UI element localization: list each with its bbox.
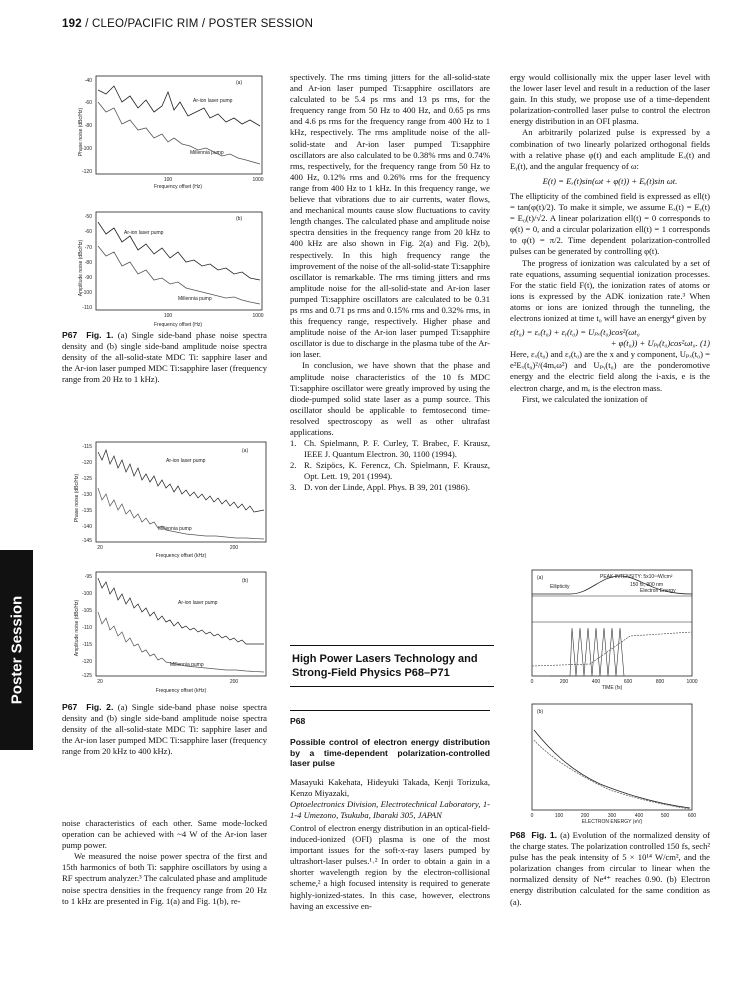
xtick: 200 <box>580 813 590 819</box>
reference-item: 1. Ch. Spielmann, P. F. Curley, T. Brabec, F. Krausz, IEEE J. Quantum Electron. 30, 1100 (1994). <box>290 438 490 460</box>
xtick: 1000 <box>252 177 264 183</box>
ytick: -80 <box>84 260 92 266</box>
ytick: -100 <box>81 290 92 296</box>
section-heading <box>290 645 494 687</box>
xtick: 400 <box>591 679 601 685</box>
xtick: 1000 <box>686 679 698 685</box>
col1-body <box>62 818 267 907</box>
ytick: -115 <box>82 444 92 450</box>
xtick: 500 <box>660 813 670 819</box>
paragraph: In conclusion, we have shown that the phase and amplitude noise characteristics of the 10 fs MDC Ti:sapphire oscillator were greatly improved by using the diode-pumped solid state laser as a pump source. This oscillator should be applicable to femtosecond time-resolved spectroscopy as well as other ultrafast applications. <box>290 360 490 437</box>
side-tab-label: Poster Session <box>8 595 25 705</box>
ytick: -120 <box>81 460 92 466</box>
curve-label: Ar-ion laser pump <box>166 458 206 464</box>
curve-label: Ar-ion laser pump <box>178 600 218 606</box>
ytick: -135 <box>81 508 92 514</box>
annotation: PEAK INTENSITY: 5x10¹⁴W/cm² <box>600 574 673 580</box>
xlabel: Frequency offset (Hz) <box>154 322 202 328</box>
curve-label: Millennia pump <box>178 296 212 302</box>
running-title: CLEO/PACIFIC RIM / POSTER SESSION <box>92 18 314 30</box>
panel-label: (a) <box>537 575 544 581</box>
xtick: 1000 <box>252 313 264 319</box>
ytick: -125 <box>81 673 92 679</box>
ylabel: Phase noise (dBc/Hz) <box>78 107 84 157</box>
caption-label: P67 <box>62 702 78 712</box>
xtick: 20 <box>97 679 103 685</box>
panel-label: (a) <box>242 448 249 454</box>
panel-label: (b) <box>537 709 544 715</box>
paper-title: Possible control of electron energy distribution by a time-dependent polarization-controlled laser pulse <box>290 737 490 769</box>
xtick: 0 <box>530 679 534 685</box>
paragraph: We measured the noise power spectra of the first and 15th harmonics of both Ti: sapphire oscillators by using a RF spectrum analyzer.³ The calculated phase and amplitude noise spectra densities in the frequency range from 20 Hz to 1 kHz are presented in Fig. 1(a) and Fig. 1(b), re- <box>62 851 267 906</box>
charge-state-curves <box>550 628 624 676</box>
curve-label: Millennia pump <box>170 662 204 668</box>
section-title-line: Strong-Field Physics P68–P71 <box>292 667 450 679</box>
caption-text: (a) Evolution of the normalized density of the charge states. The polarization controlled 150 fs, sech² pulse has the peak intensity of 5 × 10¹⁴ W/cm², and the polarization changes from circular to linear when the normalized density of Ne⁴⁺ reaches 0.90. (b) Electron energy distribution calculated for the same condition as (a). <box>510 830 710 907</box>
xtick: 100 <box>554 813 564 819</box>
ytick: -60 <box>84 229 92 235</box>
curve-label: Ar-ion laser pump <box>124 230 164 236</box>
ytick: -95 <box>84 574 92 580</box>
equation: + φ(t₀)) + Uₚᵧ(t₀)cos²ωt₀. (1) <box>610 338 710 349</box>
xlabel: Frequency offset (Hz) <box>154 184 202 190</box>
ar-ion-curve <box>98 86 260 126</box>
ytick: -120 <box>81 169 92 175</box>
ytick: -130 <box>81 492 92 498</box>
ytick: -60 <box>84 100 92 106</box>
paper-label: P68 <box>290 716 306 726</box>
caption-label: P67 <box>62 330 78 340</box>
xtick: 600 <box>623 679 633 685</box>
paragraph: First, we calculated the ionization of <box>522 393 648 404</box>
figure-2b <box>66 568 276 696</box>
xlabel: TIME (fs) <box>601 685 623 690</box>
section-title-line: High Power Lasers Technology and <box>292 653 478 665</box>
electron-energy-curve <box>532 632 692 666</box>
xlabel: ELECTRON ENERGY (eV) <box>581 819 643 824</box>
ytick: -145 <box>81 538 92 544</box>
paragraph: The progress of ionization was calculated by a set of rate equations, assuming sequential ionization processes. For the static field F(t), the ionization rates of atoms or ions is expressed by the ADK ionization rate.³ When atoms or ions are ionized through the tunneling, the electrons ionized at time t₀ will have an energy⁴ given by <box>510 257 710 323</box>
ytick: -110 <box>82 625 92 631</box>
poster-session-tab <box>0 550 33 750</box>
distribution-curve <box>534 740 690 809</box>
ylabel: Amplitude noise (dBc/Hz) <box>74 599 80 657</box>
panel-label: (a) <box>236 80 243 86</box>
ytick: -110 <box>82 305 92 311</box>
paragraph: ergy would collisionally mix the upper laser level with the lower laser level and result in a reduction of the laser gain. In this study, we propose use of a time-dependent polarization-controlled laser pulse to control the electron energy distribution in an OFI plasma. <box>510 72 710 127</box>
ytick: -90 <box>84 275 92 281</box>
xtick: 200 <box>229 679 239 685</box>
figure-p68a <box>510 566 710 690</box>
xtick: 0 <box>530 813 534 819</box>
ytick: -100 <box>81 591 92 597</box>
equation: ε(t₀) = εₓ(t₀) + εᵧ(t₀) = Uₚₓ(t₀)cos²(ωt₀ <box>510 327 640 338</box>
equation: E(t) = Eₓ(t)sin(ωt + φ(t)) + Eᵧ(t)sin ωt. <box>542 175 678 186</box>
caption-fig1 <box>62 330 267 385</box>
p68-abstract <box>290 716 490 912</box>
curve-label: Ellipticity <box>550 584 570 590</box>
caption-p68-fig1 <box>510 830 710 908</box>
col2-body <box>290 72 490 494</box>
millennia-curve <box>98 102 260 164</box>
curve-label: Electron Energy <box>640 588 676 594</box>
curve-label: Millennia pump <box>158 526 192 532</box>
paper-affiliation: Optoelectronics Division, Electrotechnical Laboratory, 1-1-4 Umezono, Tsukuba, Ibaraki 305, JAPAN <box>290 798 490 820</box>
xtick: 300 <box>607 813 617 819</box>
running-header: 192 / CLEO/PACIFIC RIM / POSTER SESSION <box>62 18 314 30</box>
ytick: -80 <box>84 123 92 129</box>
paragraph: The ellipticity of the combined field is expressed as ell(t) = tan(φ(t)/2). To make it simple, we assume Eₓ(t) = Eᵧ(t) = E₀(t)/√2. A linear polarization ell(t) = 0 corresponds to φ(t) = 0, and a circular polarization ell(t) = 1 corresponds to φ(t) = π/2. Time dependent polarization-controlled pulses can be generated by controlling φ(t). <box>510 190 710 257</box>
xtick: 400 <box>634 813 644 819</box>
paragraph: spectively. The rms timing jitters for the all-solid-state and Ar-ion laser pumped Ti:sapphire oscillators are calculated to be 5.4 ps rms and 13 ps rms, for the frequency range from 50 Hz to 400 Hz, and 0.65 ps rms and 4.6 ps rms for the frequency range from 400 Hz to 1 kHz, respectively. The rms amplitude noise of the all-solid-state and Ar-ion laser pumped Ti:sapphire oscillators are also calculated to be 0.38% rms and 0.74% rms, respectively, for the frequency range from 50 Hz to 400 Hz, 0.12% rms and 0.26% rms for the frequency range from 400 Hz to 1 kHz. In this frequency range, we believe that vibrations due to air currents, water flows, and mechanical mounts cause slow fluctuations to cavity length changes. The calculated phase and amplitude noise spectra densities in the frequency range from 20 kHz to 400 kHz are also shown in Fig. 2(a) and Fig. 2(b), respectively. In this high frequency range the improvement of the noise of the all-solid-state Ti:sapphire oscillator is remarkable. The rms timing jitters and rms amplitude noise for the all-solid-state and Ar-ion laser pumped Ti:sapphire oscillators are calculated to be 0.31 ps rms and 0.71 ps rms and 0.15% rms and 0.32% rms, in this frequency range, respectively. Higher phase and amplitude noise of the Ar-ion laser pumped Ti:sapphire oscillator is due to discharge in the plasma tube of the Ar-ion laser. <box>290 72 490 360</box>
figure-p68b <box>510 700 710 824</box>
panel-label: (b) <box>236 216 243 222</box>
paper-authors: Masayuki Kakehata, Hideyuki Takada, Kenji Torizuka, Kenzo Miyazaki, <box>290 776 490 798</box>
figure-1b <box>68 208 268 330</box>
reference-item: 3. D. von der Linde, Appl. Phys. B 39, 201 (1986). <box>290 482 470 493</box>
reference-item: 2. R. Szipöcs, K. Ferencz, Ch. Spielmann, F. Krausz, Opt. Lett. 19, 201 (1994). <box>290 460 490 482</box>
col3-body <box>510 72 710 405</box>
figure-2a <box>66 438 276 562</box>
caption-text: (a) Single side-band phase noise spectra density and (b) single side-band amplitude noise spectra density of the all-solid-state MDC Ti: sapphire laser and the Ar-ion laser pumped MDC Ti:sapphire laser (frequency range from 20 kHz to 400 kHz). <box>62 702 267 757</box>
ytick: -50 <box>84 214 92 220</box>
paragraph: Here, εₓ(t₀) and εᵧ(t₀) are the x and y component, Uₚₓ(t₀) = e²Eₓ(t₀)²/(4mₑω²) and Uₚᵧ(t₀) are the ponderomotive energy and the electric field along the i-axis, e is the electron charge, and mₑ is the electron mass. <box>510 349 710 393</box>
divider <box>290 710 490 711</box>
ylabel: Phase noise (dBc/Hz) <box>74 473 80 523</box>
caption-fig: Fig. 1. <box>531 830 558 840</box>
curve-label: Ar-ion laser pump <box>193 98 233 104</box>
xtick: 20 <box>97 545 103 551</box>
figure-1a <box>68 72 268 192</box>
caption-fig: Fig. 1. <box>86 330 114 340</box>
ytick: -115 <box>82 642 92 648</box>
annotation: 150 fs, 900 nm <box>630 582 664 588</box>
ylabel: Amplitude noise (dBc/Hz) <box>78 239 84 297</box>
xlabel: Frequency offset (kHz) <box>155 553 207 559</box>
xtick: 100 <box>163 313 173 319</box>
paragraph: noise characteristics of each other. Same mode-locked operation can be achieved with ~4 W of the Ar-ion laser pump power. <box>62 818 267 851</box>
paragraph: An arbitrarily polarized pulse is expressed by a combination of two linearly polarized orthogonal fields with a relative phase φ(t) and each amplitude Eₓ(t) and Eᵧ(t), and the angular frequency of ω: <box>510 127 710 171</box>
ytick: -105 <box>81 608 92 614</box>
panel-label: (b) <box>242 578 249 584</box>
xtick: 600 <box>687 813 697 819</box>
paragraph: Control of electron energy distribution in an optical-field-induced-ionized (OFI) plasma is one of the most important issues for the soft-x-ray lasers pumped by ultrashort-laser pulses.¹˒² In order to obtain a gain in a shorter wavelength region by the electron-collisional scheme,² a high focused intensity is required to generate highly-ionized-states. In this case, however, electrons having an excessive en- <box>290 822 490 911</box>
ytick: -70 <box>84 245 92 251</box>
xtick: 200 <box>559 679 569 685</box>
page-number: 192 <box>62 18 82 30</box>
ytick: -140 <box>81 524 92 530</box>
reference-list <box>290 438 490 493</box>
ar-ion-curve <box>98 222 260 280</box>
caption-fig2 <box>62 702 267 757</box>
ytick: -100 <box>81 146 92 152</box>
curve-label: Millennia pump <box>190 150 224 156</box>
ytick: -125 <box>81 476 92 482</box>
xtick: 200 <box>229 545 239 551</box>
ytick: -40 <box>84 78 92 84</box>
xlabel: Frequency offset (kHz) <box>155 688 207 694</box>
ytick: -120 <box>81 659 92 665</box>
xtick: 100 <box>163 177 173 183</box>
caption-fig: Fig. 2. <box>86 702 114 712</box>
distribution-curve <box>534 730 690 808</box>
caption-text: (a) Single side-band phase noise spectra density and (b) single side-band amplitude noise spectra density of the all-solid-state MDC Ti: sapphire laser and the Ar-ion laser pumped MDC Ti:sapphire laser (frequency range from 20 Hz to 1 kHz). <box>62 330 267 385</box>
caption-label: P68 <box>510 830 526 840</box>
xtick: 800 <box>655 679 665 685</box>
